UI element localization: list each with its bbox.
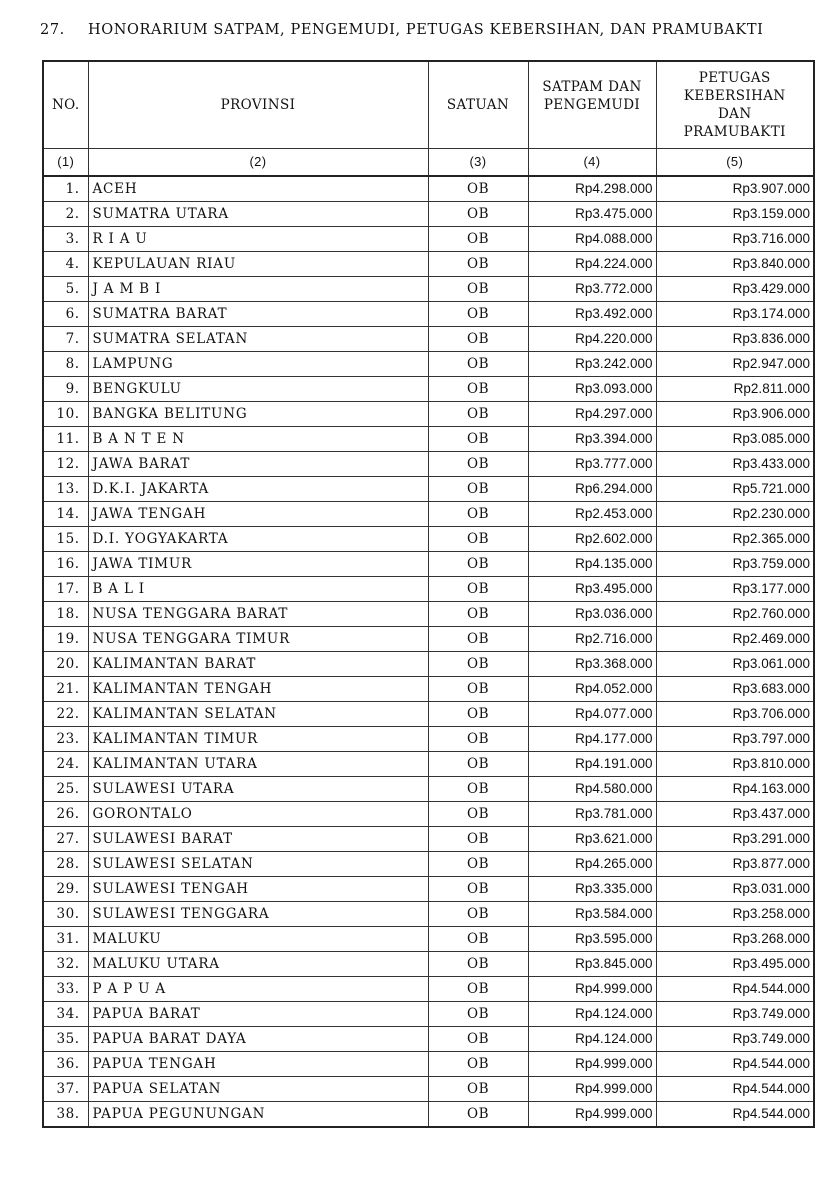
petugas-pramubakti-amount: Rp4.163.000 xyxy=(656,777,814,802)
petugas-pramubakti-amount: Rp3.759.000 xyxy=(656,552,814,577)
header-petugas-line2: KEBERSIHAN xyxy=(683,88,786,104)
header-petugas-pramubakti xyxy=(656,61,814,149)
column-number: (5) xyxy=(656,149,814,177)
province-name: PAPUA BARAT DAYA xyxy=(88,1027,428,1052)
table-header-row xyxy=(43,61,814,149)
satpam-pengemudi-amount: Rp3.621.000 xyxy=(528,827,656,852)
row-number: 23. xyxy=(43,727,88,752)
header-satpam-line2: PENGEMUDI xyxy=(543,97,641,113)
table-row xyxy=(43,952,814,977)
column-number: (3) xyxy=(428,149,528,177)
satpam-pengemudi-amount: Rp4.135.000 xyxy=(528,552,656,577)
unit-cell: OB xyxy=(428,602,528,627)
row-number: 16. xyxy=(43,552,88,577)
unit-cell: OB xyxy=(428,527,528,552)
row-number: 22. xyxy=(43,702,88,727)
satpam-pengemudi-amount: Rp4.298.000 xyxy=(528,176,656,202)
row-number: 34. xyxy=(43,1002,88,1027)
table-row xyxy=(43,1052,814,1077)
table-row xyxy=(43,752,814,777)
row-number: 2. xyxy=(43,202,88,227)
table-row xyxy=(43,927,814,952)
petugas-pramubakti-amount: Rp3.906.000 xyxy=(656,402,814,427)
province-name: R I A U xyxy=(88,227,428,252)
province-name: PAPUA TENGAH xyxy=(88,1052,428,1077)
province-name: JAWA TENGAH xyxy=(88,502,428,527)
province-name: JAWA BARAT xyxy=(88,452,428,477)
table-row xyxy=(43,902,814,927)
row-number: 24. xyxy=(43,752,88,777)
petugas-pramubakti-amount: Rp3.877.000 xyxy=(656,852,814,877)
unit-cell: OB xyxy=(428,802,528,827)
unit-cell: OB xyxy=(428,352,528,377)
petugas-pramubakti-amount: Rp2.760.000 xyxy=(656,602,814,627)
row-number: 29. xyxy=(43,877,88,902)
petugas-pramubakti-amount: Rp3.749.000 xyxy=(656,1002,814,1027)
header-satpam-pengemudi xyxy=(528,61,656,149)
header-satpam-line1: SATPAM DAN xyxy=(542,79,642,95)
table-row xyxy=(43,327,814,352)
table-row xyxy=(43,1002,814,1027)
unit-cell: OB xyxy=(428,852,528,877)
satpam-pengemudi-amount: Rp4.265.000 xyxy=(528,852,656,877)
petugas-pramubakti-amount: Rp3.031.000 xyxy=(656,877,814,902)
unit-cell: OB xyxy=(428,877,528,902)
table-row xyxy=(43,877,814,902)
row-number: 14. xyxy=(43,502,88,527)
province-name: MALUKU UTARA xyxy=(88,952,428,977)
province-name: KALIMANTAN TENGAH xyxy=(88,677,428,702)
petugas-pramubakti-amount: Rp3.836.000 xyxy=(656,327,814,352)
province-name: MALUKU xyxy=(88,927,428,952)
satpam-pengemudi-amount: Rp4.220.000 xyxy=(528,327,656,352)
satpam-pengemudi-amount: Rp4.999.000 xyxy=(528,1052,656,1077)
table-row xyxy=(43,852,814,877)
row-number: 38. xyxy=(43,1102,88,1128)
row-number: 28. xyxy=(43,852,88,877)
header-satuan: SATUAN xyxy=(428,61,528,149)
row-number: 21. xyxy=(43,677,88,702)
row-number: 1. xyxy=(43,176,88,202)
petugas-pramubakti-amount: Rp3.840.000 xyxy=(656,252,814,277)
province-name: KEPULAUAN RIAU xyxy=(88,252,428,277)
column-number: (1) xyxy=(43,149,88,177)
row-number: 11. xyxy=(43,427,88,452)
unit-cell: OB xyxy=(428,552,528,577)
unit-cell: OB xyxy=(428,952,528,977)
province-name: LAMPUNG xyxy=(88,352,428,377)
province-name: B A L I xyxy=(88,577,428,602)
unit-cell: OB xyxy=(428,1102,528,1128)
province-name: D.I. YOGYAKARTA xyxy=(88,527,428,552)
unit-cell: OB xyxy=(428,1002,528,1027)
petugas-pramubakti-amount: Rp3.429.000 xyxy=(656,277,814,302)
unit-cell: OB xyxy=(428,277,528,302)
row-number: 19. xyxy=(43,627,88,652)
table-row xyxy=(43,1077,814,1102)
petugas-pramubakti-amount: Rp3.706.000 xyxy=(656,702,814,727)
unit-cell: OB xyxy=(428,1052,528,1077)
unit-cell: OB xyxy=(428,577,528,602)
row-number: 12. xyxy=(43,452,88,477)
province-name: BANGKA BELITUNG xyxy=(88,402,428,427)
table-row xyxy=(43,1027,814,1052)
header-no: NO. xyxy=(43,61,88,149)
row-number: 8. xyxy=(43,352,88,377)
row-number: 37. xyxy=(43,1077,88,1102)
row-number: 27. xyxy=(43,827,88,852)
row-number: 36. xyxy=(43,1052,88,1077)
province-name: ACEH xyxy=(88,176,428,202)
unit-cell: OB xyxy=(428,902,528,927)
satpam-pengemudi-amount: Rp4.177.000 xyxy=(528,727,656,752)
province-name: SUMATRA UTARA xyxy=(88,202,428,227)
table-row xyxy=(43,176,814,202)
satpam-pengemudi-amount: Rp3.777.000 xyxy=(528,452,656,477)
petugas-pramubakti-amount: Rp4.544.000 xyxy=(656,1077,814,1102)
table-row xyxy=(43,552,814,577)
unit-cell: OB xyxy=(428,777,528,802)
header-petugas-line3: DAN xyxy=(717,106,752,122)
province-name: PAPUA BARAT xyxy=(88,1002,428,1027)
satpam-pengemudi-amount: Rp4.297.000 xyxy=(528,402,656,427)
petugas-pramubakti-amount: Rp3.495.000 xyxy=(656,952,814,977)
petugas-pramubakti-amount: Rp3.291.000 xyxy=(656,827,814,852)
honorarium-table xyxy=(42,60,815,1128)
row-number: 18. xyxy=(43,602,88,627)
unit-cell: OB xyxy=(428,502,528,527)
table-row xyxy=(43,377,814,402)
row-number: 30. xyxy=(43,902,88,927)
unit-cell: OB xyxy=(428,477,528,502)
row-number: 33. xyxy=(43,977,88,1002)
unit-cell: OB xyxy=(428,252,528,277)
satpam-pengemudi-amount: Rp4.077.000 xyxy=(528,702,656,727)
petugas-pramubakti-amount: Rp2.230.000 xyxy=(656,502,814,527)
row-number: 3. xyxy=(43,227,88,252)
satpam-pengemudi-amount: Rp3.242.000 xyxy=(528,352,656,377)
row-number: 31. xyxy=(43,927,88,952)
row-number: 35. xyxy=(43,1027,88,1052)
satpam-pengemudi-amount: Rp4.999.000 xyxy=(528,977,656,1002)
unit-cell: OB xyxy=(428,302,528,327)
satpam-pengemudi-amount: Rp3.495.000 xyxy=(528,577,656,602)
petugas-pramubakti-amount: Rp5.721.000 xyxy=(656,477,814,502)
table-row xyxy=(43,352,814,377)
petugas-pramubakti-amount: Rp3.437.000 xyxy=(656,802,814,827)
unit-cell: OB xyxy=(428,977,528,1002)
satpam-pengemudi-amount: Rp4.052.000 xyxy=(528,677,656,702)
satpam-pengemudi-amount: Rp3.772.000 xyxy=(528,277,656,302)
unit-cell: OB xyxy=(428,927,528,952)
satpam-pengemudi-amount: Rp4.124.000 xyxy=(528,1027,656,1052)
province-name: BENGKULU xyxy=(88,377,428,402)
satpam-pengemudi-amount: Rp3.595.000 xyxy=(528,927,656,952)
province-name: J A M B I xyxy=(88,277,428,302)
unit-cell: OB xyxy=(428,702,528,727)
unit-cell: OB xyxy=(428,677,528,702)
table-row xyxy=(43,452,814,477)
table-row xyxy=(43,427,814,452)
province-name: KALIMANTAN SELATAN xyxy=(88,702,428,727)
unit-cell: OB xyxy=(428,627,528,652)
satpam-pengemudi-amount: Rp6.294.000 xyxy=(528,477,656,502)
table-row xyxy=(43,252,814,277)
table-row xyxy=(43,677,814,702)
satpam-pengemudi-amount: Rp4.224.000 xyxy=(528,252,656,277)
satpam-pengemudi-amount: Rp2.602.000 xyxy=(528,527,656,552)
row-number: 10. xyxy=(43,402,88,427)
petugas-pramubakti-amount: Rp3.433.000 xyxy=(656,452,814,477)
unit-cell: OB xyxy=(428,427,528,452)
unit-cell: OB xyxy=(428,752,528,777)
row-number: 13. xyxy=(43,477,88,502)
satpam-pengemudi-amount: Rp3.093.000 xyxy=(528,377,656,402)
province-name: KALIMANTAN TIMUR xyxy=(88,727,428,752)
satpam-pengemudi-amount: Rp4.124.000 xyxy=(528,1002,656,1027)
table-row xyxy=(43,652,814,677)
petugas-pramubakti-amount: Rp4.544.000 xyxy=(656,977,814,1002)
row-number: 5. xyxy=(43,277,88,302)
province-name: SUMATRA BARAT xyxy=(88,302,428,327)
petugas-pramubakti-amount: Rp3.716.000 xyxy=(656,227,814,252)
row-number: 25. xyxy=(43,777,88,802)
satpam-pengemudi-amount: Rp2.716.000 xyxy=(528,627,656,652)
petugas-pramubakti-amount: Rp4.544.000 xyxy=(656,1102,814,1128)
petugas-pramubakti-amount: Rp3.268.000 xyxy=(656,927,814,952)
satpam-pengemudi-amount: Rp4.088.000 xyxy=(528,227,656,252)
petugas-pramubakti-amount: Rp3.177.000 xyxy=(656,577,814,602)
table-row xyxy=(43,627,814,652)
unit-cell: OB xyxy=(428,1027,528,1052)
province-name: B A N T E N xyxy=(88,427,428,452)
row-number: 32. xyxy=(43,952,88,977)
row-number: 4. xyxy=(43,252,88,277)
province-name: KALIMANTAN BARAT xyxy=(88,652,428,677)
table-row xyxy=(43,402,814,427)
satpam-pengemudi-amount: Rp3.036.000 xyxy=(528,602,656,627)
satpam-pengemudi-amount: Rp3.475.000 xyxy=(528,202,656,227)
table-row xyxy=(43,527,814,552)
province-name: D.K.I. JAKARTA xyxy=(88,477,428,502)
satpam-pengemudi-amount: Rp4.191.000 xyxy=(528,752,656,777)
table-row xyxy=(43,202,814,227)
table-row xyxy=(43,1102,814,1128)
table-row xyxy=(43,977,814,1002)
unit-cell: OB xyxy=(428,652,528,677)
satpam-pengemudi-amount: Rp3.394.000 xyxy=(528,427,656,452)
row-number: 7. xyxy=(43,327,88,352)
province-name: NUSA TENGGARA TIMUR xyxy=(88,627,428,652)
satpam-pengemudi-amount: Rp3.845.000 xyxy=(528,952,656,977)
satpam-pengemudi-amount: Rp4.999.000 xyxy=(528,1077,656,1102)
header-petugas-line4: PRAMUBAKTI xyxy=(683,124,786,140)
petugas-pramubakti-amount: Rp3.085.000 xyxy=(656,427,814,452)
table-row xyxy=(43,477,814,502)
table-row xyxy=(43,702,814,727)
unit-cell: OB xyxy=(428,327,528,352)
section-number: 27. xyxy=(40,22,65,38)
section-title: HONORARIUM SATPAM, PENGEMUDI, PETUGAS KEBERSIHAN, DAN PRAMUBAKTI xyxy=(88,22,764,38)
petugas-pramubakti-amount: Rp3.907.000 xyxy=(656,176,814,202)
satpam-pengemudi-amount: Rp2.453.000 xyxy=(528,502,656,527)
petugas-pramubakti-amount: Rp3.683.000 xyxy=(656,677,814,702)
unit-cell: OB xyxy=(428,827,528,852)
petugas-pramubakti-amount: Rp3.797.000 xyxy=(656,727,814,752)
petugas-pramubakti-amount: Rp3.159.000 xyxy=(656,202,814,227)
unit-cell: OB xyxy=(428,727,528,752)
table-row xyxy=(43,502,814,527)
table-row xyxy=(43,802,814,827)
table-row xyxy=(43,777,814,802)
column-number: (4) xyxy=(528,149,656,177)
province-name: SULAWESI UTARA xyxy=(88,777,428,802)
row-number: 17. xyxy=(43,577,88,602)
province-name: SULAWESI BARAT xyxy=(88,827,428,852)
table-row xyxy=(43,302,814,327)
province-name: P A P U A xyxy=(88,977,428,1002)
province-name: SUMATRA SELATAN xyxy=(88,327,428,352)
satpam-pengemudi-amount: Rp3.335.000 xyxy=(528,877,656,902)
unit-cell: OB xyxy=(428,227,528,252)
unit-cell: OB xyxy=(428,377,528,402)
table-row xyxy=(43,602,814,627)
table-row xyxy=(43,577,814,602)
satpam-pengemudi-amount: Rp3.368.000 xyxy=(528,652,656,677)
document-title xyxy=(40,22,763,38)
province-name: GORONTALO xyxy=(88,802,428,827)
unit-cell: OB xyxy=(428,176,528,202)
row-number: 26. xyxy=(43,802,88,827)
province-name: SULAWESI SELATAN xyxy=(88,852,428,877)
petugas-pramubakti-amount: Rp3.174.000 xyxy=(656,302,814,327)
unit-cell: OB xyxy=(428,452,528,477)
table-row xyxy=(43,727,814,752)
petugas-pramubakti-amount: Rp3.810.000 xyxy=(656,752,814,777)
province-name: PAPUA PEGUNUNGAN xyxy=(88,1102,428,1128)
petugas-pramubakti-amount: Rp2.811.000 xyxy=(656,377,814,402)
row-number: 20. xyxy=(43,652,88,677)
column-number: (2) xyxy=(88,149,428,177)
satpam-pengemudi-amount: Rp4.999.000 xyxy=(528,1102,656,1128)
petugas-pramubakti-amount: Rp3.258.000 xyxy=(656,902,814,927)
province-name: SULAWESI TENGAH xyxy=(88,877,428,902)
petugas-pramubakti-amount: Rp2.365.000 xyxy=(656,527,814,552)
province-name: PAPUA SELATAN xyxy=(88,1077,428,1102)
province-name: SULAWESI TENGGARA xyxy=(88,902,428,927)
province-name: NUSA TENGGARA BARAT xyxy=(88,602,428,627)
petugas-pramubakti-amount: Rp3.749.000 xyxy=(656,1027,814,1052)
petugas-pramubakti-amount: Rp2.469.000 xyxy=(656,627,814,652)
table-row xyxy=(43,227,814,252)
header-petugas-line1: PETUGAS xyxy=(698,70,771,86)
satpam-pengemudi-amount: Rp3.781.000 xyxy=(528,802,656,827)
table-body xyxy=(43,176,814,1127)
unit-cell: OB xyxy=(428,1077,528,1102)
satpam-pengemudi-amount: Rp4.580.000 xyxy=(528,777,656,802)
province-name: JAWA TIMUR xyxy=(88,552,428,577)
unit-cell: OB xyxy=(428,202,528,227)
petugas-pramubakti-amount: Rp2.947.000 xyxy=(656,352,814,377)
row-number: 15. xyxy=(43,527,88,552)
province-name: KALIMANTAN UTARA xyxy=(88,752,428,777)
header-provinsi: PROVINSI xyxy=(88,61,428,149)
row-number: 6. xyxy=(43,302,88,327)
satpam-pengemudi-amount: Rp3.492.000 xyxy=(528,302,656,327)
petugas-pramubakti-amount: Rp4.544.000 xyxy=(656,1052,814,1077)
petugas-pramubakti-amount: Rp3.061.000 xyxy=(656,652,814,677)
column-number-row xyxy=(43,149,814,177)
table-row xyxy=(43,277,814,302)
table-row xyxy=(43,827,814,852)
satpam-pengemudi-amount: Rp3.584.000 xyxy=(528,902,656,927)
unit-cell: OB xyxy=(428,402,528,427)
row-number: 9. xyxy=(43,377,88,402)
